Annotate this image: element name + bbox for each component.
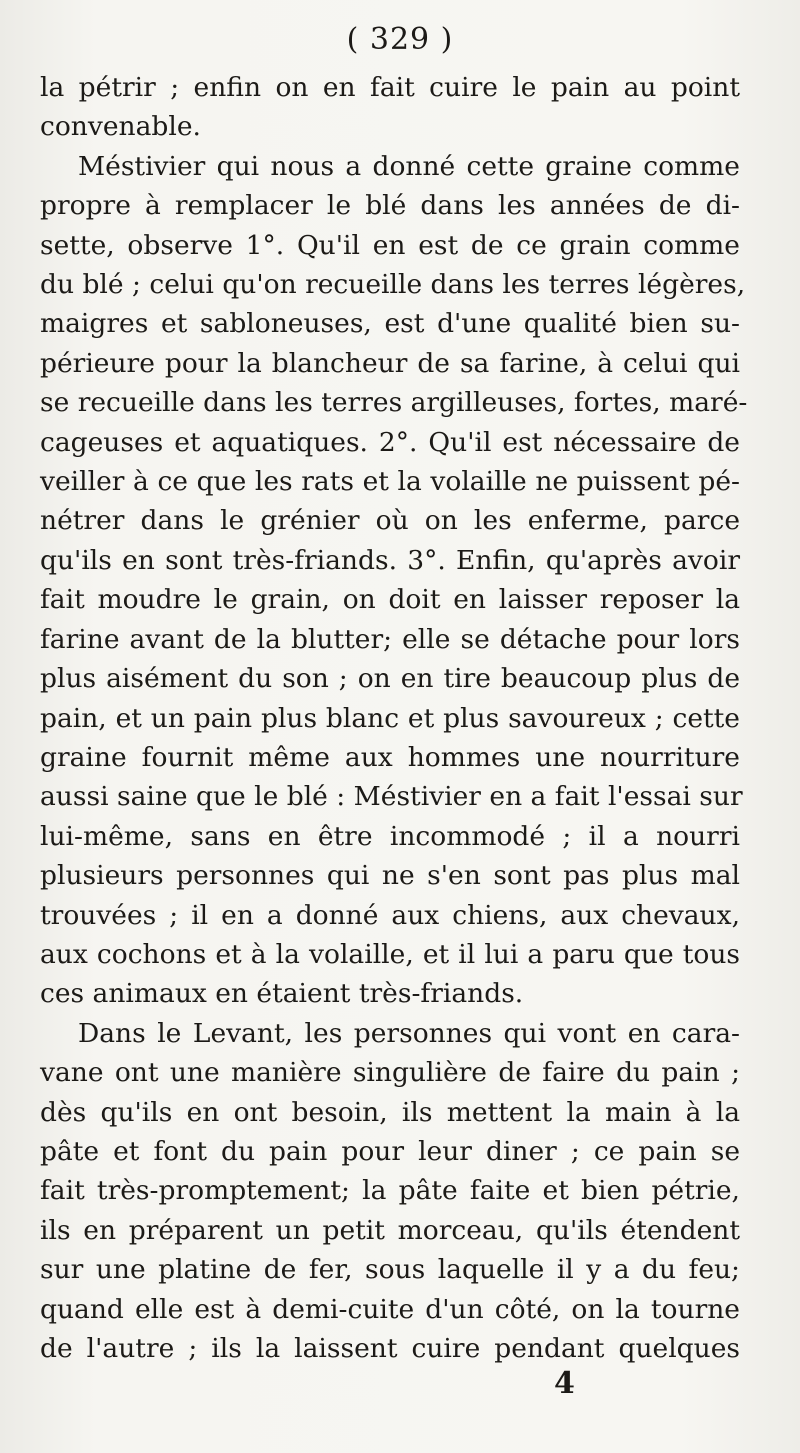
paragraph [40, 68, 740, 147]
text-line: propre à remplacer le blé dans les années de di- [40, 190, 740, 222]
text-line: pain, et un pain plus blanc et plus savoureux ; cette [40, 702, 740, 734]
text-line: aux cochons et à la volaille, et il lui a paru que tous [40, 938, 740, 970]
text-line: du blé ; celui qu'on recueille dans les terres légères, [40, 269, 746, 301]
text-line: Dans le Levant, les personnes qui vont en cara- [78, 1017, 740, 1049]
text-line: plusieurs personnes qui ne s'en sont pas plus mal [40, 860, 740, 892]
text-line: pâte et font du pain pour leur diner ; ce pain se [40, 1135, 740, 1167]
text-line: dès qu'ils en ont besoin, ils mettent la main à la [40, 1096, 740, 1128]
paragraph [40, 147, 748, 1014]
text-line: la pétrir ; enfin on en fait cuire le pain au point [40, 72, 740, 103]
text-line: vane ont une manière singulière de faire du pain ; [40, 1057, 740, 1089]
page-number: ( 329 ) [346, 22, 454, 57]
paragraph [40, 1014, 740, 1369]
text-line: lui-même, sans en être incommodé ; il a nourri [40, 820, 740, 852]
text-line: qu'ils en sont très-friands. 3°. Enfin, qu'après avoir [40, 544, 740, 576]
text-line: convenable. [40, 111, 201, 143]
text-line: se recueille dans les terres argilleuses, fortes, maré- [40, 387, 748, 419]
text-line: trouvées ; il en a donné aux chiens, aux chevaux, [40, 899, 740, 931]
text-line: sur une platine de fer, sous laquelle il y a du feu; [40, 1254, 740, 1286]
text-line: aussi saine que le blé : Méstivier en a fait l'essai sur [40, 781, 743, 813]
body-text [40, 68, 748, 1368]
text-line: fait moudre le grain, on doit en laisser reposer la [40, 584, 740, 616]
text-line: sette, observe 1°. Qu'il en est de ce grain comme [40, 229, 740, 261]
text-line: veiller à ce que les rats et la volaille ne puissent pé- [40, 466, 740, 498]
text-line: plus aisément du son ; on en tire beaucoup plus de [40, 663, 740, 695]
text-line: Méstivier qui nous a donné cette graine comme [78, 150, 740, 182]
text-line: fait très-promptement; la pâte faite et bien pétrie, [40, 1175, 740, 1207]
text-line: cageuses et aquatiques. 2°. Qu'il est nécessaire de [40, 426, 740, 458]
signature-mark: 4 [554, 1366, 575, 1401]
text-line: quand elle est à demi-cuite d'un côté, on la tourne [40, 1293, 740, 1325]
text-line: nétrer dans le grénier où on les enferme, parce [40, 505, 740, 537]
text-line: farine avant de la blutter; elle se détache pour lors [40, 623, 740, 655]
text-line: graine fournit même aux hommes une nourriture [40, 741, 740, 773]
text-line: ces animaux en étaient très-friands. [40, 978, 524, 1010]
text-line: maigres et sabloneuses, est d'une qualité bien su- [40, 308, 740, 340]
text-line: de l'autre ; ils la laissent cuire pendant quelques [40, 1333, 740, 1364]
text-line: ils en préparent un petit morceau, qu'ils étendent [40, 1214, 740, 1246]
text-line: périeure pour la blancheur de sa farine, à celui qui [40, 347, 740, 379]
